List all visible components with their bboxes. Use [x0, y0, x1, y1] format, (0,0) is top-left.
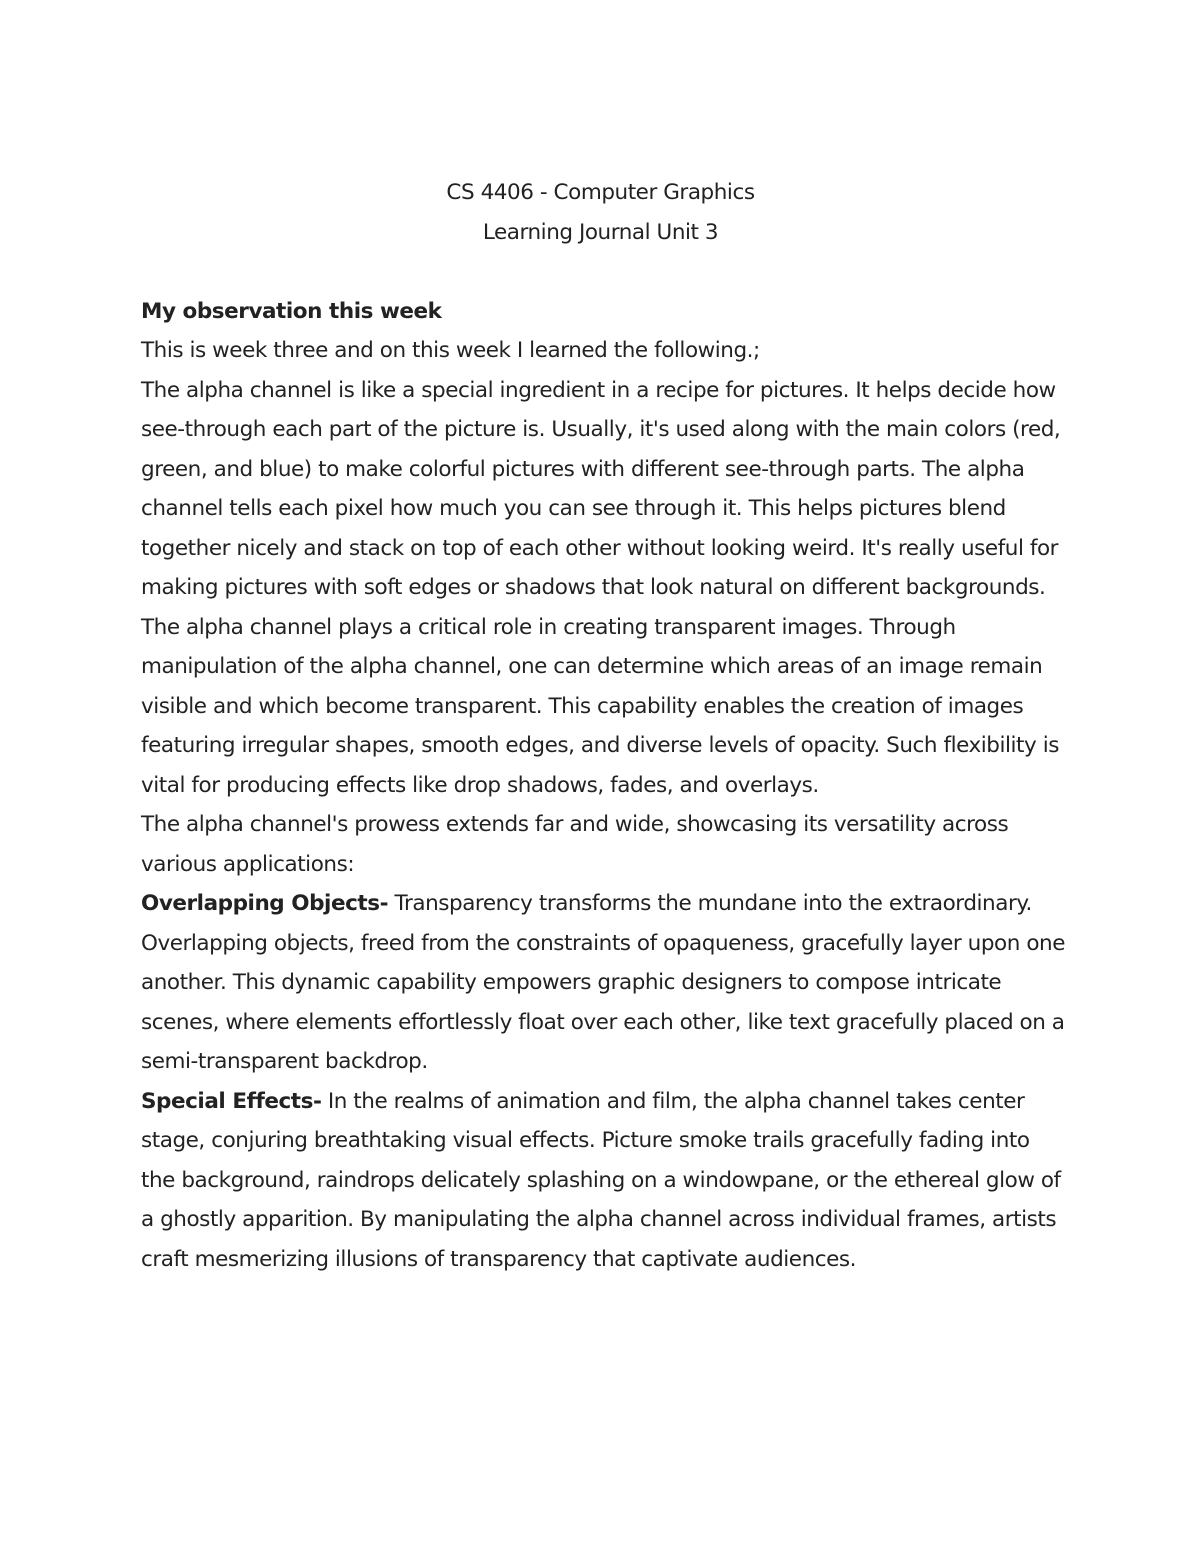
document-page — [141, 173, 1066, 1279]
intro-paragraph: This is week three and on this week I learned the following.; — [141, 338, 760, 363]
section-heading: My observation this week — [141, 298, 442, 324]
alpha-channel-paragraph: The alpha channel is like a special ingredient in a recipe for pictures. It helps decide how see-through each part of the picture is. Usually, it's used along with the main colors (red, green, and blue) to make colorful pictures with different see-through parts. The alpha channel tells each pixel how much you can see through it. This helps pictures blend together nicely and stack on top of each other without looking weird. It's really useful for making pictures with soft edges or shadows that look natural on different backgrounds. — [141, 377, 1061, 600]
transparency-paragraph: The alpha channel plays a critical role in creating transparent images. Through manipulation of the alpha channel, one can determine which areas of an image remain visible and which become transparent. This capability enables the creation of images featuring irregular shapes, smooth edges, and diverse levels of opacity. Such flexibility is vital for producing effects like drop shadows, fades, and overlays. — [141, 614, 1059, 798]
special-effects-text: In the realms of animation and film, the alpha channel takes center stage, conjuring breathtaking visual effects. Picture smoke trails gracefully fading into the background, raindrops delicately splashing on a windowpane, or the ethereal glow of a ghostly apparition. By manipulating the alpha channel across individual frames, artists craft mesmerizing illusions of transparency that captivate audiences. — [141, 1088, 1061, 1272]
title-block — [135, 173, 1066, 252]
special-effects-label: Special Effects- — [141, 1088, 322, 1114]
overlapping-objects-text: Transparency transforms the mundane into the extraordinary. Overlapping objects, freed from the constraints of opaqueness, gracefully layer upon one another. This dynamic capability empowers graphic designers to compose intricate scenes, where elements effortlessly float over each other, like text gracefully placed on a semi-transparent backdrop. — [141, 891, 1065, 1074]
special-effects-item — [141, 1082, 1066, 1280]
overlapping-objects-label: Overlapping Objects- — [141, 891, 389, 916]
course-title: CS 4406 - Computer Graphics — [446, 180, 755, 205]
overlapping-objects-item — [141, 884, 1066, 1082]
applications-intro-paragraph: The alpha channel's prowess extends far and wide, showcasing its versatility across various applications: — [141, 812, 1009, 877]
journal-title: Learning Journal Unit 3 — [482, 219, 719, 245]
